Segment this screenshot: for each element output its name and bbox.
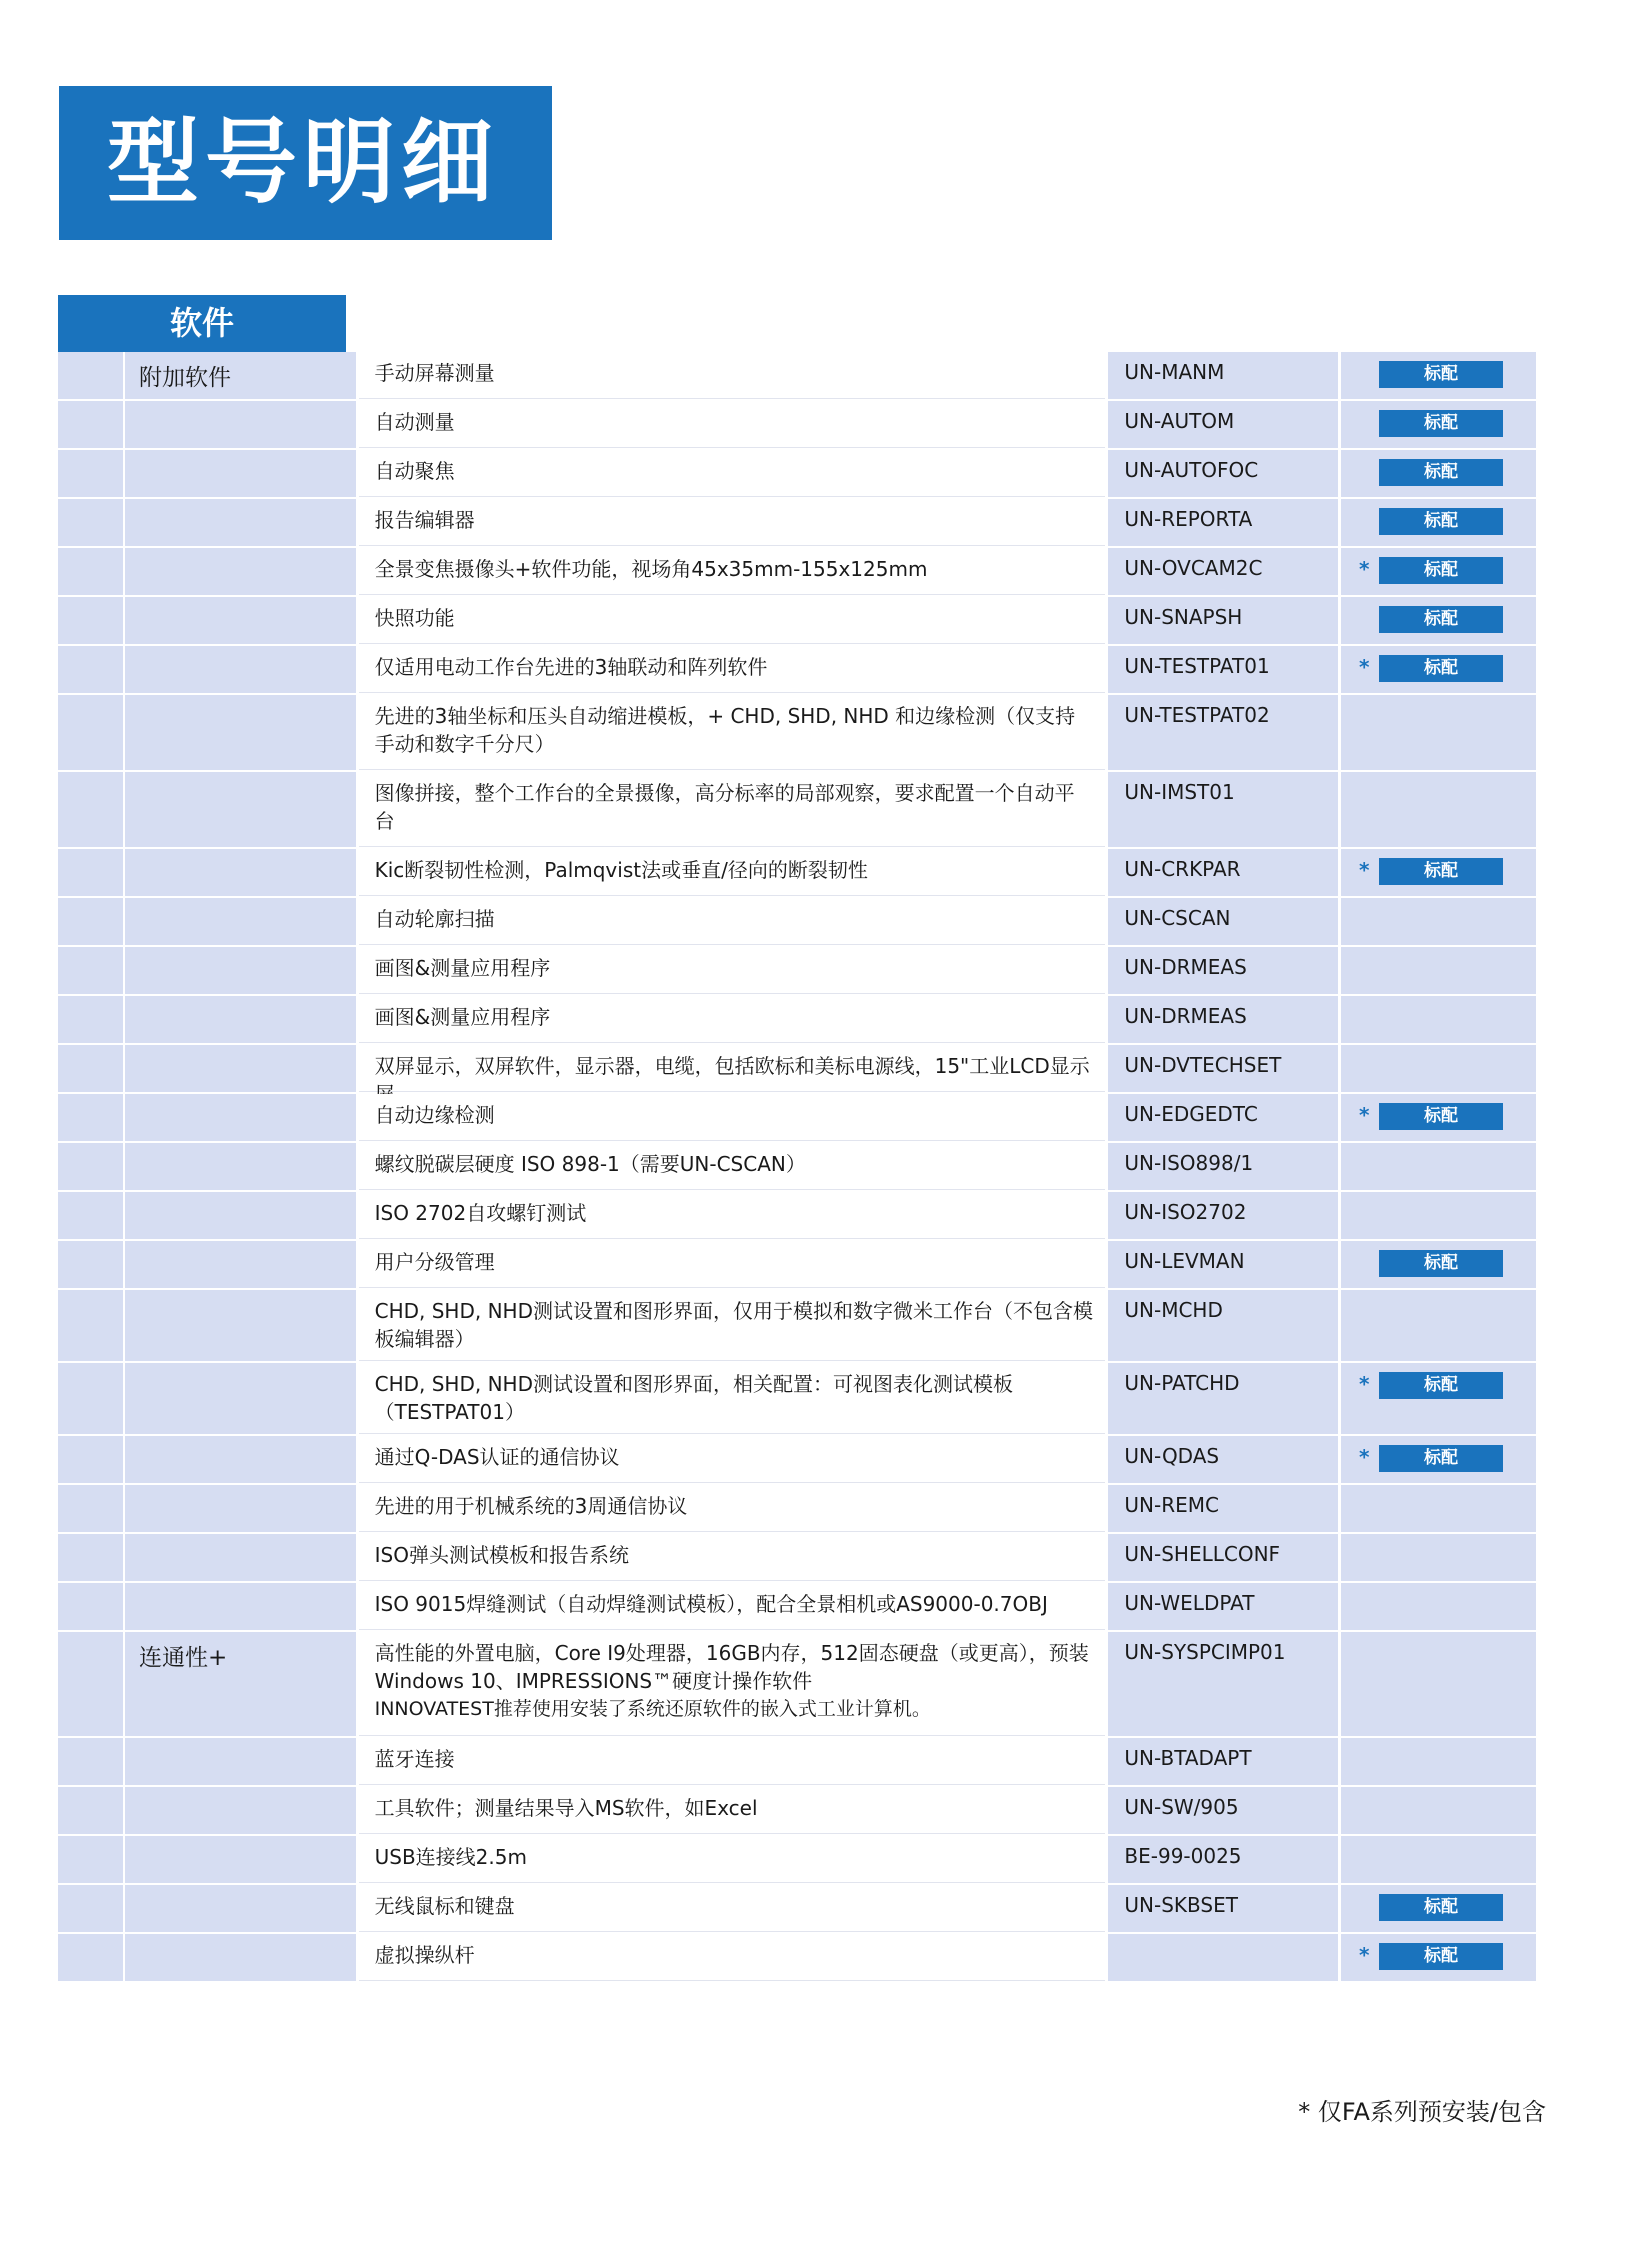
- description-cell: [359, 1787, 1106, 1834]
- model-code-cell: UN-AUTOFOC: [1108, 450, 1341, 497]
- table-row: [58, 352, 1536, 401]
- description-cell: [359, 947, 1106, 994]
- section-tab-software: 软件: [58, 295, 346, 352]
- row-gutter: [58, 352, 125, 399]
- table-row: [58, 597, 1536, 646]
- model-code-cell: UN-SHELLCONF: [1108, 1534, 1341, 1581]
- model-code-cell: UN-TESTPAT01: [1108, 646, 1341, 693]
- standard-cell: [1341, 1290, 1536, 1361]
- row-gutter: [58, 1290, 125, 1361]
- table-row: [58, 947, 1536, 996]
- description-cell: [359, 1738, 1106, 1785]
- description-cell: [359, 1363, 1106, 1434]
- category-cell: [125, 1192, 359, 1239]
- description-cell: [359, 450, 1106, 497]
- description-text: 快照功能: [374, 606, 455, 630]
- table-row: [58, 450, 1536, 499]
- asterisk-icon: *: [1359, 1445, 1370, 1469]
- standard-cell: [1341, 352, 1536, 399]
- description-cell: [359, 772, 1106, 847]
- description-cell: [359, 849, 1106, 896]
- standard-cell: [1341, 947, 1536, 994]
- asterisk-icon: *: [1359, 858, 1370, 882]
- row-gutter: [58, 772, 125, 847]
- description-text: 工具软件；测量结果导入MS软件，如Excel: [374, 1796, 758, 1820]
- description-text: 双屏显示，双屏软件，显示器，电缆，包括欧标和美标电源线，15"工业LCD显示: [374, 1054, 1090, 1078]
- description-text: 全景变焦摄像头+软件功能，视场角45x35mm-155x125mm: [374, 557, 928, 581]
- row-gutter: [58, 1738, 125, 1785]
- description-cell: [359, 1094, 1106, 1141]
- description-cell: [359, 1885, 1106, 1932]
- description-cell: [359, 548, 1106, 595]
- description-cell: [359, 1290, 1106, 1361]
- model-code-cell: UN-MANM: [1108, 352, 1341, 399]
- row-gutter: [58, 1885, 125, 1932]
- category-cell: [125, 898, 359, 945]
- description-cell: [359, 1143, 1106, 1190]
- category-cell: [125, 646, 359, 693]
- row-gutter: [58, 1436, 125, 1483]
- model-code-cell: UN-SKBSET: [1108, 1885, 1341, 1932]
- table-row: [58, 1241, 1536, 1290]
- description-cell: [359, 695, 1106, 770]
- category-cell: [125, 597, 359, 644]
- category-cell: [125, 1436, 359, 1483]
- category-cell: [125, 1534, 359, 1581]
- table-row: [58, 401, 1536, 450]
- model-code-cell: UN-SW/905: [1108, 1787, 1341, 1834]
- model-code-cell: UN-EDGEDTC: [1108, 1094, 1341, 1141]
- category-cell: [125, 1787, 359, 1834]
- row-gutter: [58, 1583, 125, 1630]
- model-code-cell: UN-CRKPAR: [1108, 849, 1341, 896]
- table-row: [58, 898, 1536, 947]
- table-row: [58, 1632, 1536, 1738]
- standard-badge: 标配: [1379, 858, 1503, 885]
- model-spec-table: [58, 352, 1536, 1983]
- standard-cell: [1341, 1787, 1536, 1834]
- description-text: 自动聚焦: [374, 459, 455, 483]
- description-text: 高性能的外置电脑，Core I9处理器，16GB内存，512固态硬盘（或更高），预装Windows 10、IMPRESSIONS™硬度计操作软件: [374, 1641, 1089, 1693]
- row-gutter: [58, 849, 125, 896]
- table-row: [58, 1485, 1536, 1534]
- model-code-cell: UN-WELDPAT: [1108, 1583, 1341, 1630]
- table-row: [58, 499, 1536, 548]
- standard-badge: 标配: [1379, 361, 1503, 388]
- model-code-cell: UN-PATCHD: [1108, 1363, 1341, 1434]
- description-text: Kic断裂韧性检测，Palmqvist法或垂直/径向的断裂韧性: [374, 858, 868, 882]
- category-cell: [125, 772, 359, 847]
- asterisk-icon: *: [1359, 1943, 1370, 1967]
- standard-badge: 标配: [1379, 508, 1503, 535]
- description-text: 螺纹脱碳层硬度 ISO 898-1（需要UN-CSCAN）: [374, 1152, 806, 1176]
- description-cell: [359, 1436, 1106, 1483]
- table-row: [58, 1290, 1536, 1363]
- row-gutter: [58, 996, 125, 1043]
- table-row: [58, 1885, 1536, 1934]
- category-cell: [125, 1045, 359, 1092]
- category-cell: [125, 1485, 359, 1532]
- description-text: 报告编辑器: [374, 508, 475, 532]
- standard-cell: [1341, 1738, 1536, 1785]
- description-cell: [359, 1934, 1106, 1981]
- table-row: [58, 1094, 1536, 1143]
- standard-cell: [1341, 1192, 1536, 1239]
- description-text: 无线鼠标和键盘: [374, 1894, 515, 1918]
- description-cell: [359, 1583, 1106, 1630]
- category-cell: [125, 947, 359, 994]
- category-cell: [125, 1290, 359, 1361]
- standard-badge: 标配: [1379, 1250, 1503, 1277]
- model-code-cell: UN-MCHD: [1108, 1290, 1341, 1361]
- description-text: 仅适用电动工作台先进的3轴联动和阵列软件: [374, 655, 768, 679]
- row-gutter: [58, 1094, 125, 1141]
- row-gutter: [58, 1934, 125, 1981]
- category-cell: 连通性+: [125, 1632, 359, 1736]
- asterisk-icon: *: [1359, 1103, 1370, 1127]
- model-code-cell: UN-LEVMAN: [1108, 1241, 1341, 1288]
- category-cell: [125, 849, 359, 896]
- description-text: 画图&测量应用程序: [374, 956, 551, 980]
- table-row: [58, 1787, 1536, 1836]
- table-row: [58, 996, 1536, 1045]
- row-gutter: [58, 499, 125, 546]
- model-code-cell: UN-SNAPSH: [1108, 597, 1341, 644]
- standard-badge: 标配: [1379, 557, 1503, 584]
- description-cell: [359, 1534, 1106, 1581]
- standard-cell: [1341, 1934, 1536, 1981]
- standard-cell: [1341, 996, 1536, 1043]
- category-cell: [125, 1836, 359, 1883]
- category-cell: 附加软件: [125, 352, 359, 399]
- category-cell: [125, 1583, 359, 1630]
- row-gutter: [58, 1045, 125, 1092]
- description-text: ISO弹头测试模板和报告系统: [374, 1543, 629, 1567]
- row-gutter: [58, 450, 125, 497]
- model-code-cell: UN-CSCAN: [1108, 898, 1341, 945]
- row-gutter: [58, 1192, 125, 1239]
- description-cell: [359, 499, 1106, 546]
- table-row: [58, 849, 1536, 898]
- standard-cell: [1341, 1094, 1536, 1141]
- standard-badge: 标配: [1379, 1103, 1503, 1130]
- row-gutter: [58, 695, 125, 770]
- asterisk-icon: *: [1359, 655, 1370, 679]
- model-code-cell: BE-99-0025: [1108, 1836, 1341, 1883]
- standard-cell: [1341, 1836, 1536, 1883]
- model-code-cell: UN-BTADAPT: [1108, 1738, 1341, 1785]
- row-gutter: [58, 401, 125, 448]
- description-text: USB连接线2.5m: [374, 1845, 527, 1869]
- table-row: [58, 1836, 1536, 1885]
- table-row: [58, 695, 1536, 772]
- category-cell: [125, 1738, 359, 1785]
- standard-cell: [1341, 849, 1536, 896]
- table-row: [58, 1436, 1536, 1485]
- standard-cell: [1341, 1583, 1536, 1630]
- row-gutter: [58, 548, 125, 595]
- table-row: [58, 772, 1536, 849]
- table-row: [58, 1363, 1536, 1436]
- footnote: * 仅FA系列预安装/包含: [1298, 2098, 1546, 2126]
- model-code-cell: UN-DRMEAS: [1108, 947, 1341, 994]
- description-cell: [359, 646, 1106, 693]
- standard-badge: 标配: [1379, 655, 1503, 682]
- description-text: 图像拼接，整个工作台的全景摄像，高分标率的局部观察，要求配置一个自动平台: [374, 781, 1075, 833]
- category-cell: [125, 401, 359, 448]
- table-row: [58, 1534, 1536, 1583]
- category-cell: [125, 1363, 359, 1434]
- description-cell: [359, 1045, 1106, 1092]
- description-cell: [359, 996, 1106, 1043]
- description-text: 画图&测量应用程序: [374, 1005, 551, 1029]
- category-cell: [125, 1241, 359, 1288]
- table-row: [58, 1738, 1536, 1787]
- row-gutter: [58, 1836, 125, 1883]
- description-text: 先进的用于机械系统的3周通信协议: [374, 1494, 688, 1518]
- category-cell: [125, 1934, 359, 1981]
- category-cell: [125, 548, 359, 595]
- description-cell: [359, 352, 1106, 399]
- standard-cell: [1341, 1534, 1536, 1581]
- row-gutter: [58, 1241, 125, 1288]
- standard-badge: 标配: [1379, 1943, 1503, 1970]
- category-cell: [125, 499, 359, 546]
- description-text: 虚拟操纵杆: [374, 1943, 475, 1967]
- standard-badge: 标配: [1379, 606, 1503, 633]
- standard-badge: 标配: [1379, 459, 1503, 486]
- row-gutter: [58, 1143, 125, 1190]
- model-code-cell: UN-IMST01: [1108, 772, 1341, 847]
- description-text: CHD, SHD, NHD测试设置和图形界面，仅用于模拟和数字微米工作台（不包含模板编辑器）: [374, 1299, 1093, 1351]
- description-cell: [359, 1632, 1106, 1736]
- description-cell: [359, 1241, 1106, 1288]
- table-row: [58, 1934, 1536, 1983]
- standard-cell: [1341, 898, 1536, 945]
- category-cell: [125, 695, 359, 770]
- model-code-cell: UN-AUTOM: [1108, 401, 1341, 448]
- standard-badge: 标配: [1379, 1894, 1503, 1921]
- standard-badge: 标配: [1379, 1372, 1503, 1399]
- description-cell: [359, 1836, 1106, 1883]
- standard-cell: [1341, 1045, 1536, 1092]
- standard-badge: 标配: [1379, 410, 1503, 437]
- description-text: 自动测量: [374, 410, 455, 434]
- model-code-cell: UN-SYSPCIMP01: [1108, 1632, 1341, 1736]
- row-gutter: [58, 898, 125, 945]
- model-code-cell: UN-REMC: [1108, 1485, 1341, 1532]
- standard-cell: [1341, 646, 1536, 693]
- row-gutter: [58, 1485, 125, 1532]
- model-code-cell: UN-TESTPAT02: [1108, 695, 1341, 770]
- standard-cell: [1341, 1143, 1536, 1190]
- row-gutter: [58, 1787, 125, 1834]
- description-cell: [359, 1485, 1106, 1532]
- category-cell: [125, 1143, 359, 1190]
- description-note: INNOVATEST推荐使用安装了系统还原软件的嵌入式工业计算机。: [374, 1698, 931, 1720]
- model-code-cell: UN-OVCAM2C: [1108, 548, 1341, 595]
- standard-cell: [1341, 1485, 1536, 1532]
- model-code-cell: UN-QDAS: [1108, 1436, 1341, 1483]
- row-gutter: [58, 1632, 125, 1736]
- standard-cell: [1341, 450, 1536, 497]
- description-cell: [359, 1192, 1106, 1239]
- standard-cell: [1341, 499, 1536, 546]
- model-code-cell: UN-DVTECHSET: [1108, 1045, 1341, 1092]
- row-gutter: [58, 947, 125, 994]
- description-cell: [359, 898, 1106, 945]
- row-gutter: [58, 1534, 125, 1581]
- asterisk-icon: *: [1359, 1372, 1370, 1396]
- description-text: 自动边缘检测: [374, 1103, 495, 1127]
- category-cell: [125, 1094, 359, 1141]
- row-gutter: [58, 646, 125, 693]
- table-row: [58, 646, 1536, 695]
- description-text: ISO 2702自攻螺钉测试: [374, 1201, 587, 1225]
- standard-cell: [1341, 695, 1536, 770]
- description-text: CHD, SHD, NHD测试设置和图形界面，相关配置：可视图表化测试模板（TESTPAT01）: [374, 1372, 1013, 1424]
- model-code-cell: UN-REPORTA: [1108, 499, 1341, 546]
- page-title: 型号明细: [59, 86, 552, 240]
- table-row: [58, 1143, 1536, 1192]
- asterisk-icon: *: [1359, 557, 1370, 581]
- standard-cell: [1341, 772, 1536, 847]
- description-text: 蓝牙连接: [374, 1747, 455, 1771]
- description-text: 自动轮廓扫描: [374, 907, 495, 931]
- standard-cell: [1341, 1885, 1536, 1932]
- model-code-cell: UN-ISO2702: [1108, 1192, 1341, 1239]
- category-cell: [125, 450, 359, 497]
- standard-cell: [1341, 597, 1536, 644]
- model-code-cell: UN-DRMEAS: [1108, 996, 1341, 1043]
- standard-cell: [1341, 1436, 1536, 1483]
- standard-cell: [1341, 1632, 1536, 1736]
- description-text: 先进的3轴坐标和压头自动缩进模板，+ CHD, SHD, NHD 和边缘检测（仅支持手动和数字千分尺）: [374, 704, 1076, 756]
- description-cell: [359, 401, 1106, 448]
- category-cell: [125, 996, 359, 1043]
- table-row: [58, 1192, 1536, 1241]
- category-cell: [125, 1885, 359, 1932]
- standard-cell: [1341, 548, 1536, 595]
- table-row: [58, 1045, 1536, 1094]
- row-gutter: [58, 597, 125, 644]
- row-gutter: [58, 1363, 125, 1434]
- standard-cell: [1341, 1241, 1536, 1288]
- description-text: 通过Q-DAS认证的通信协议: [374, 1445, 620, 1469]
- table-row: [58, 548, 1536, 597]
- table-row: [58, 1583, 1536, 1632]
- standard-cell: [1341, 1363, 1536, 1434]
- description-text: ISO 9015焊缝测试（自动焊缝测试模板），配合全景相机或AS9000-0.7OBJ: [374, 1592, 1048, 1616]
- standard-badge: 标配: [1379, 1445, 1503, 1472]
- standard-cell: [1341, 401, 1536, 448]
- description-text: 用户分级管理: [374, 1250, 495, 1274]
- description-text: 手动屏幕测量: [374, 361, 495, 385]
- description-cell: [359, 597, 1106, 644]
- model-code-cell: UN-ISO898/1: [1108, 1143, 1341, 1190]
- model-code-cell: [1108, 1934, 1341, 1981]
